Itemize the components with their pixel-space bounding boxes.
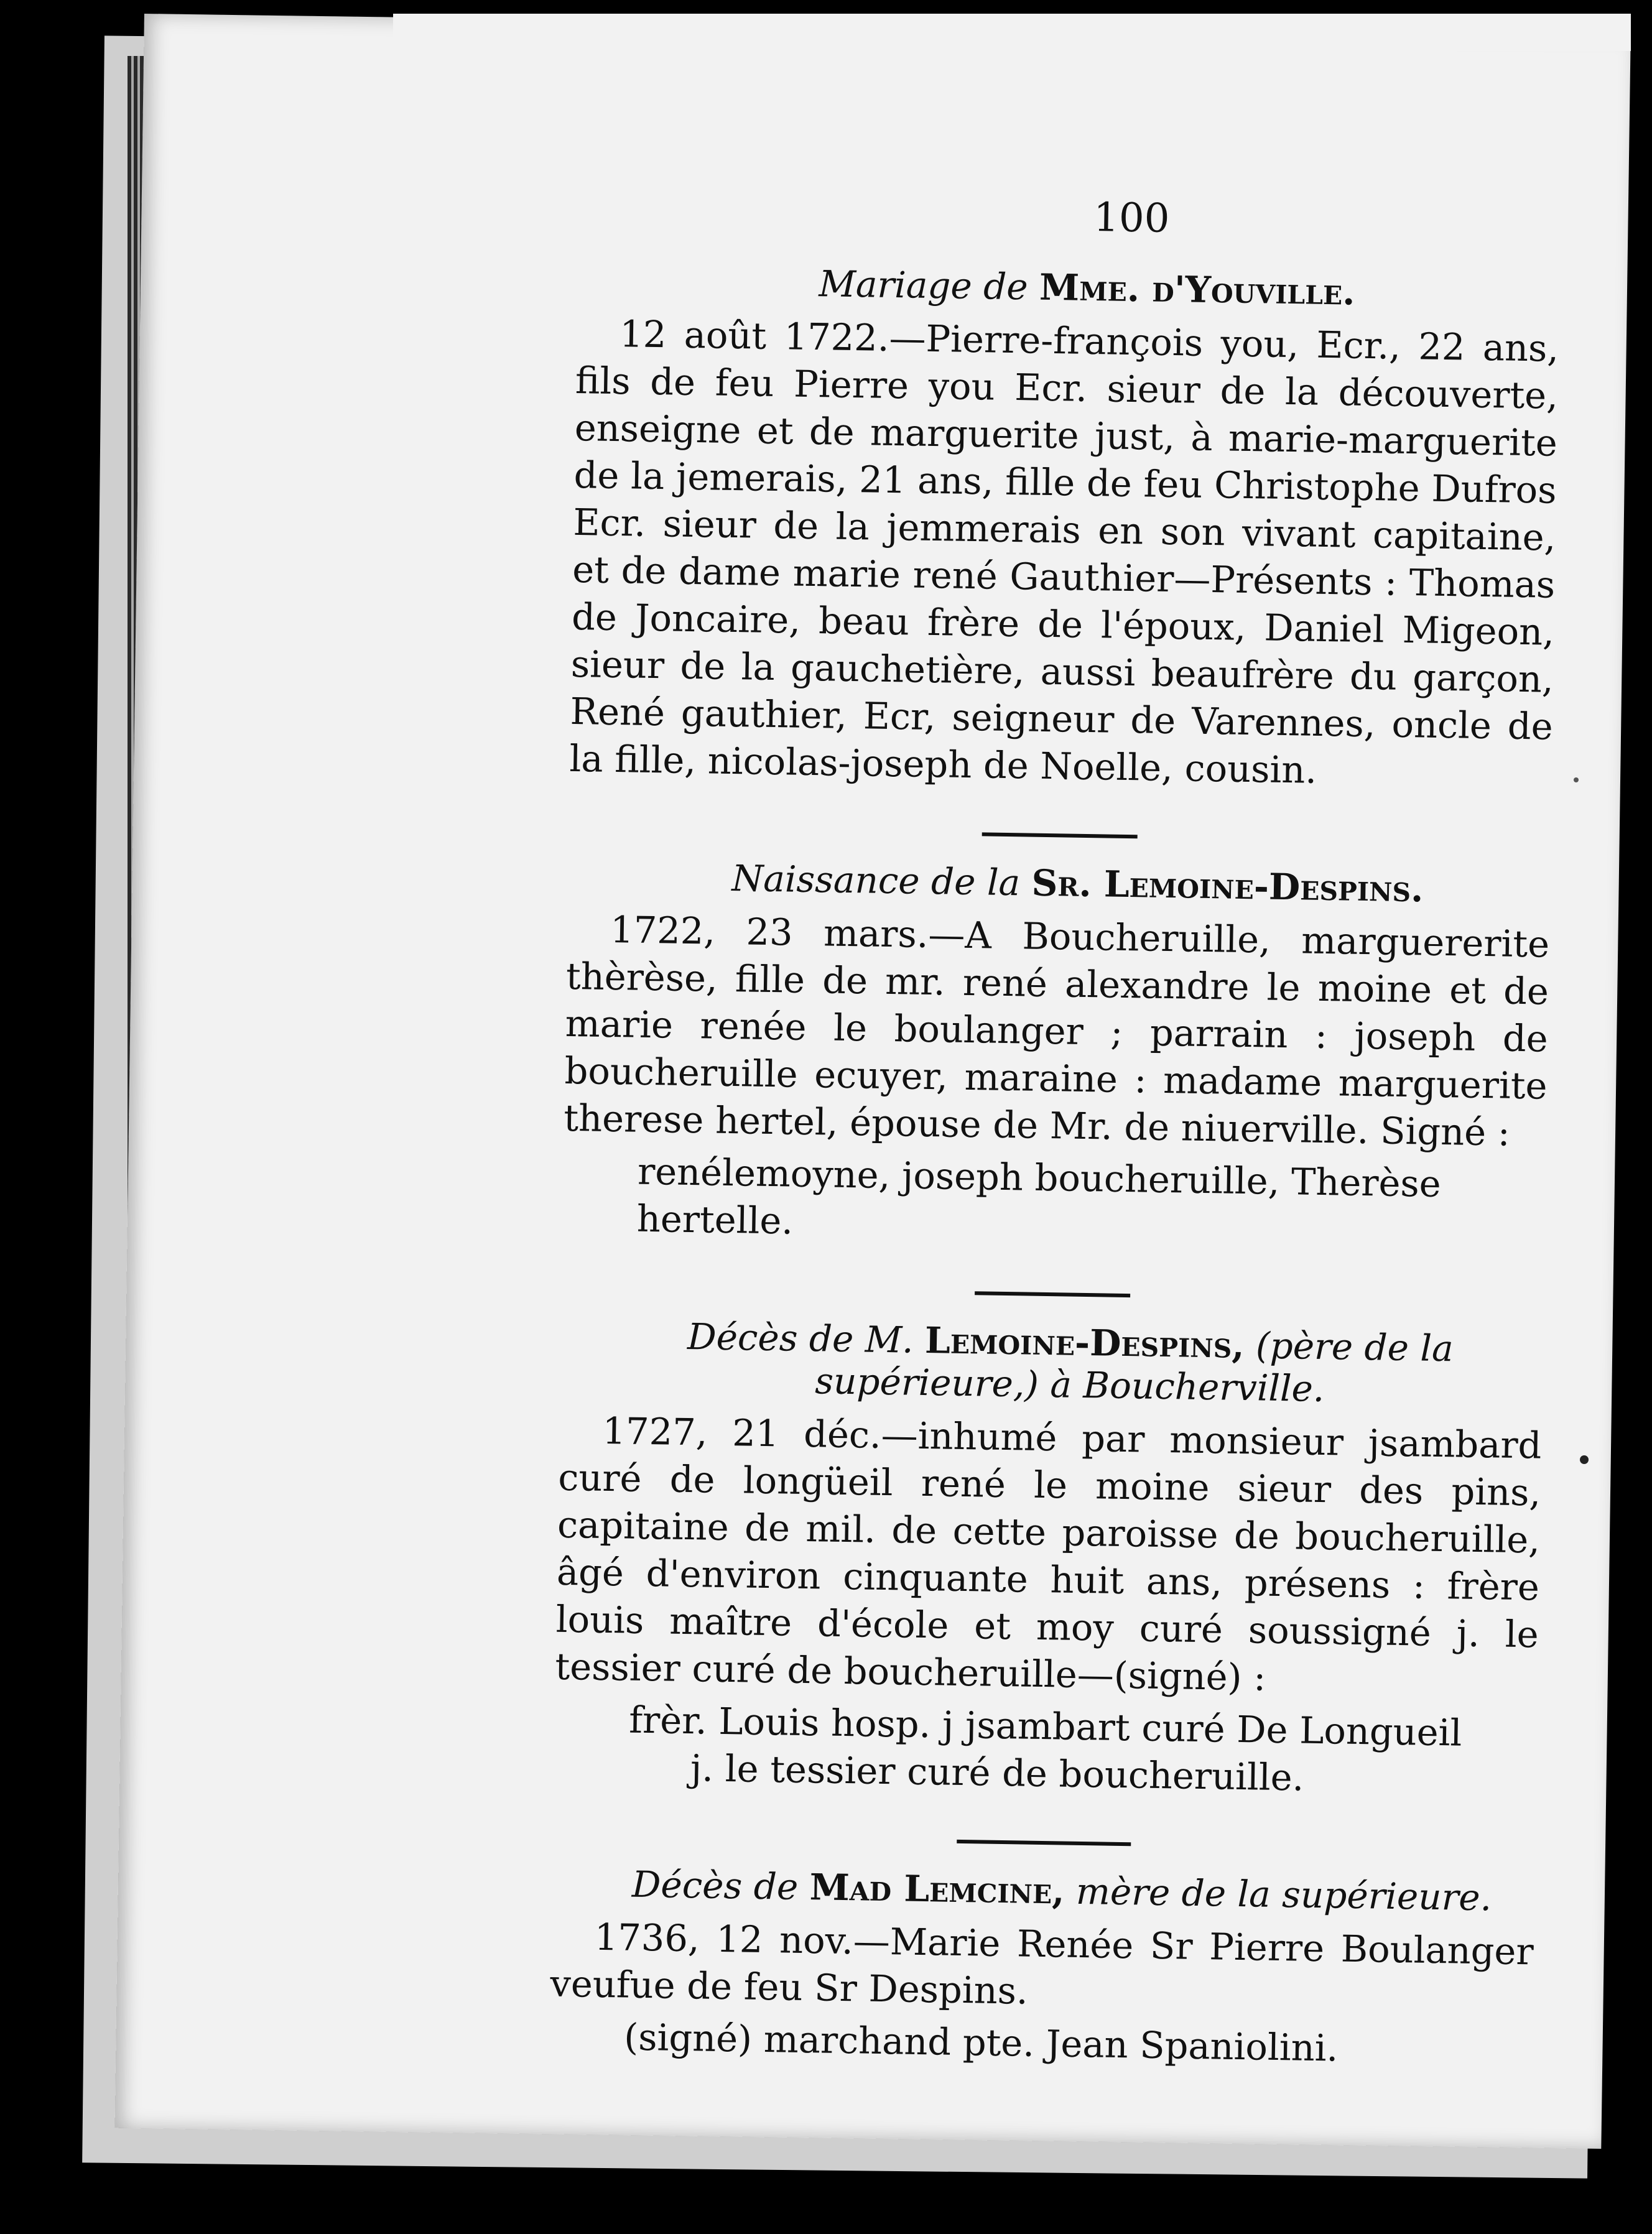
section-heading [577, 259, 1560, 317]
signature-line: frèr. Louis hosp. j jsambart curé De Longueil [628, 1698, 1462, 1754]
record-paragraph: 1727, 21 déc.—inhumé par monsieur jsambard curé de longüeil rené le moine sieur des pins, capitaine de mil. de cette paroisse de boucheruille, âgé d'environ cinquante huit ans, présens : frère louis maître d'école et moy curé soussigné j. le tessier curé de boucheruille—(signé) : [555, 1409, 1542, 1699]
signature-line: j. le tessier curé de boucheruille. [690, 1746, 1304, 1799]
record-paragraph: 1736, 12 nov.—Marie Renée Sr Pierre Boulanger veufue de feu Sr Despins. [550, 1915, 1534, 2013]
heading-name: Sr. Lemoine-Despins. [1031, 861, 1424, 911]
section-naissance [562, 855, 1551, 1257]
section-heading [552, 1862, 1535, 1920]
section-deces-pere [554, 1314, 1544, 1805]
heading-text: Naissance de la [731, 857, 1032, 904]
section-divider [982, 832, 1138, 838]
section-heading [559, 1314, 1543, 1414]
record-paragraph: 12 août 1722.—Pierre-françois you, Ecr., 22 ans, fils de feu Pierre you Ecr. sieur de la découverte, enseigne et de marguerite just, à marie-marguerite de la jemerais, 21 ans, fille de feu Christophe Dufros Ecr. sieur de la jemmerais en son vivant capitaine, et de dame marie rené Gauthier—Présents : Thomas de Joncaire, beau frère de l'époux, Daniel Migeon, sieur de la gauchetière, aussi beaufrère du garçon, René gauthier, Ecr, seigneur de Varennes, oncle de la fille, nicolas-joseph de Noelle, cousin. [569, 312, 1559, 792]
heading-text: Mariage de [818, 262, 1040, 308]
ink-spot [1580, 1455, 1589, 1464]
heading-tail: (père de la supérieure,) à Boucherville. [814, 1324, 1454, 1411]
signature-line: renélemoyne, joseph boucheruille, Therèse hertelle. [636, 1149, 1442, 1243]
heading-text: Décès de [631, 1863, 810, 1909]
section-deces-mere [549, 1862, 1535, 2075]
section-heading [567, 855, 1551, 912]
ink-speck [1574, 777, 1579, 782]
heading-tail: mère de la supérieure. [1064, 1870, 1492, 1919]
page-number: 100 [1093, 195, 1170, 242]
heading-name: Lemoine-Despins, [924, 1319, 1245, 1367]
heading-name: Mad Lemcine, [809, 1866, 1065, 1912]
section-divider [975, 1291, 1130, 1297]
page-top-strip [393, 14, 1631, 51]
section-divider [957, 1840, 1131, 1846]
section-mariage [569, 259, 1560, 798]
heading-text: Décès de M. [687, 1315, 926, 1361]
signature-line: (signé) marchand pte. Jean Spaniolini. [623, 2015, 1339, 2070]
heading-name: Mme. d'Youville. [1039, 266, 1356, 313]
page-text [550, 187, 1561, 2070]
record-paragraph: 1722, 23 mars.—A Boucheruille, marguererite thèrèse, fille de mr. rené alexandre le moine et de marie renée le boulanger ; parrain : joseph de boucheruille ecuyer, maraine : madame marguerite therese hertel, épouse de Mr. de niuerville. Signé : [563, 907, 1550, 1154]
